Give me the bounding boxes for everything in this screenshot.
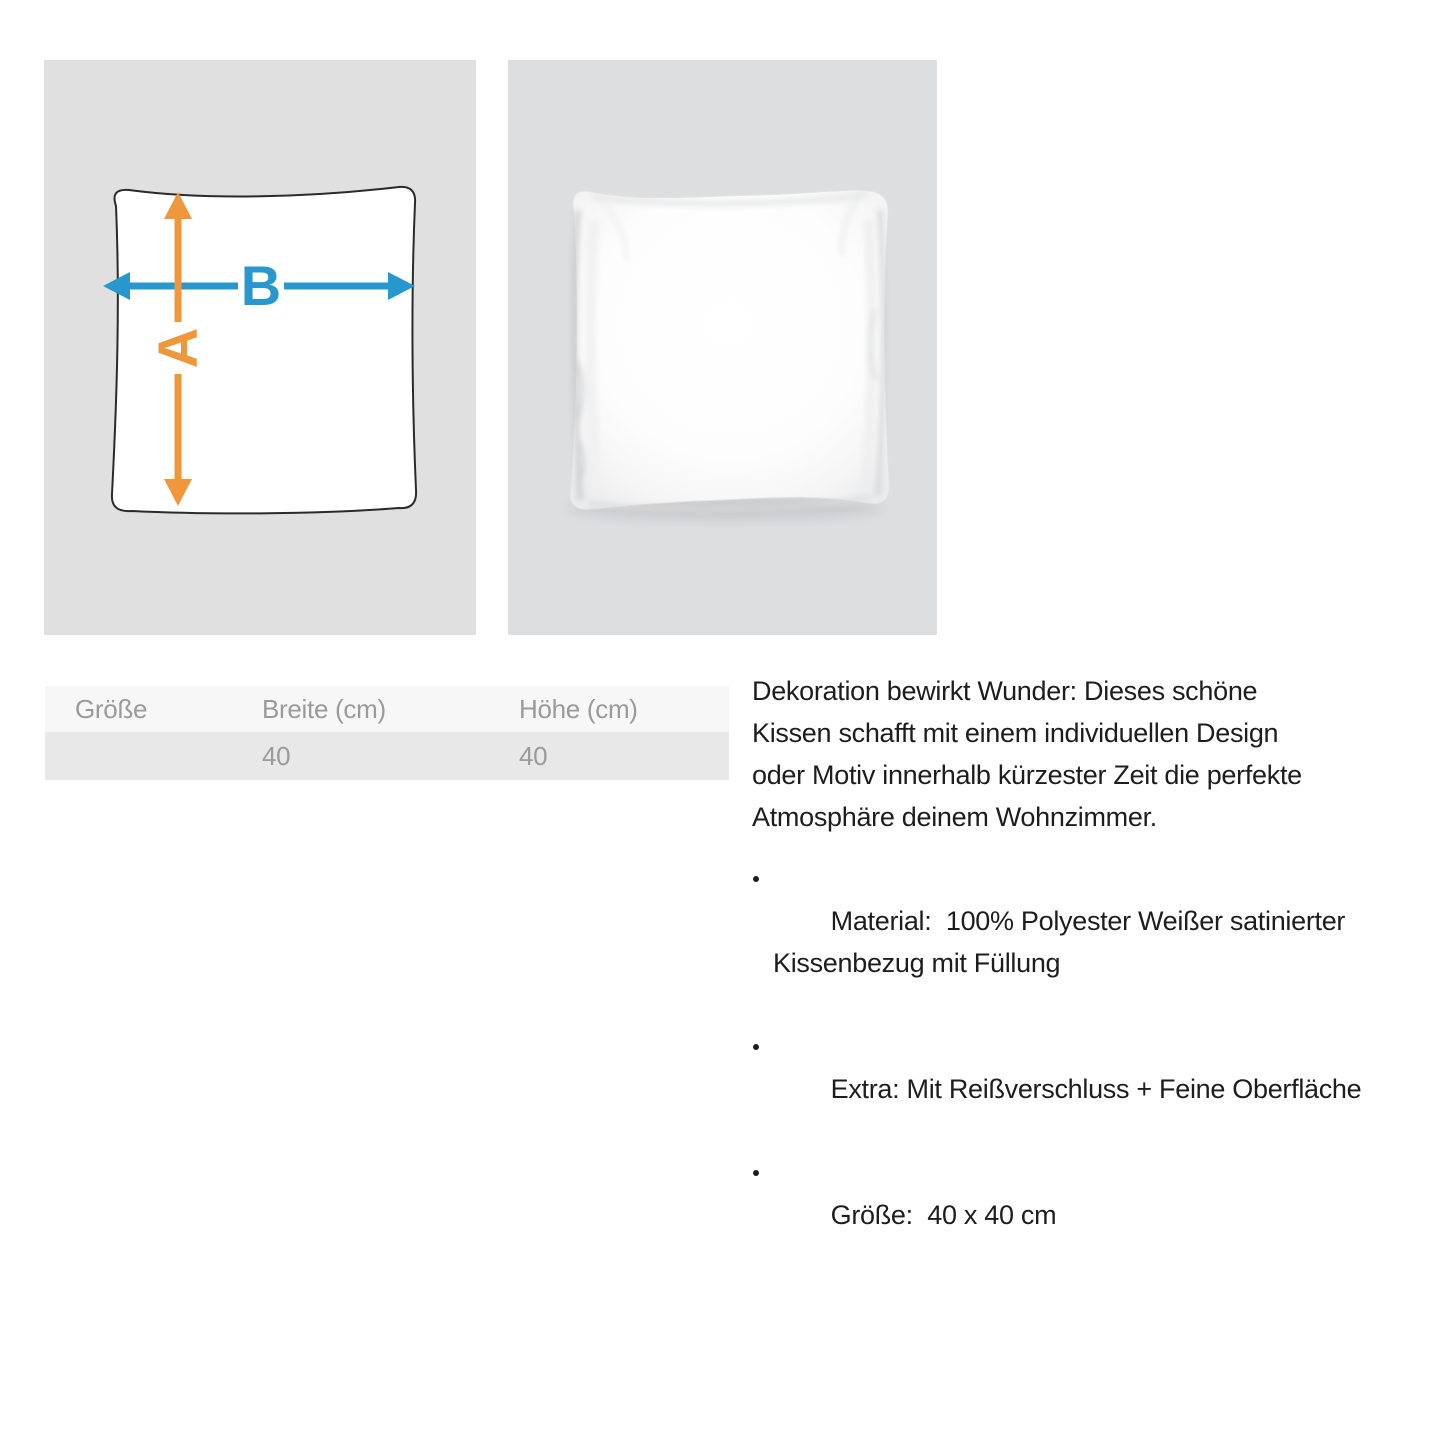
size-table-row bbox=[45, 732, 729, 780]
width-label: B bbox=[240, 254, 282, 317]
feature-item-material bbox=[752, 858, 1424, 1026]
size-cell-breite: 40 bbox=[262, 740, 291, 771]
feature-list bbox=[752, 858, 1424, 1278]
feature-item-groesse bbox=[752, 1152, 1424, 1278]
size-cell-hoehe: 40 bbox=[519, 740, 548, 771]
size-cell-groesse bbox=[45, 732, 232, 780]
bullet-dot bbox=[753, 1044, 759, 1050]
pillow-size-diagram bbox=[44, 60, 476, 635]
feature-text: Größe: 40 x 40 cm bbox=[830, 1200, 1057, 1230]
size-table-header-groesse: Größe bbox=[75, 693, 148, 724]
bullet-dot bbox=[753, 1170, 759, 1176]
bullet-dot bbox=[753, 876, 759, 882]
description-line: Atmosphäre deinem Wohnzimmer. bbox=[752, 802, 1157, 832]
description-line: Dekoration bewirkt Wunder: Dieses schöne bbox=[752, 676, 1258, 706]
description-line: Kissen schafft mit einem individuellen Design bbox=[752, 718, 1279, 748]
description-line: oder Motiv innerhalb kürzester Zeit die perfekte bbox=[752, 760, 1302, 790]
height-label: A bbox=[146, 327, 209, 369]
size-table-header-row bbox=[45, 686, 729, 732]
feature-item-extra bbox=[752, 1026, 1424, 1152]
size-diagram-panel bbox=[44, 60, 476, 635]
size-table-header-hoehe: Höhe (cm) bbox=[519, 693, 638, 724]
feature-text: Extra: Mit Reißverschluss + Feine Oberfläche bbox=[830, 1074, 1362, 1104]
product-description bbox=[752, 670, 1424, 1278]
description-paragraph bbox=[752, 670, 1424, 838]
size-table bbox=[45, 686, 729, 780]
pillow-photo bbox=[508, 60, 937, 635]
feature-text: Material: 100% Polyester Weißer satinierter Kissenbezug mit Füllung bbox=[773, 906, 1353, 978]
product-photo-panel bbox=[508, 60, 937, 635]
size-table-header-breite: Breite (cm) bbox=[262, 693, 386, 724]
